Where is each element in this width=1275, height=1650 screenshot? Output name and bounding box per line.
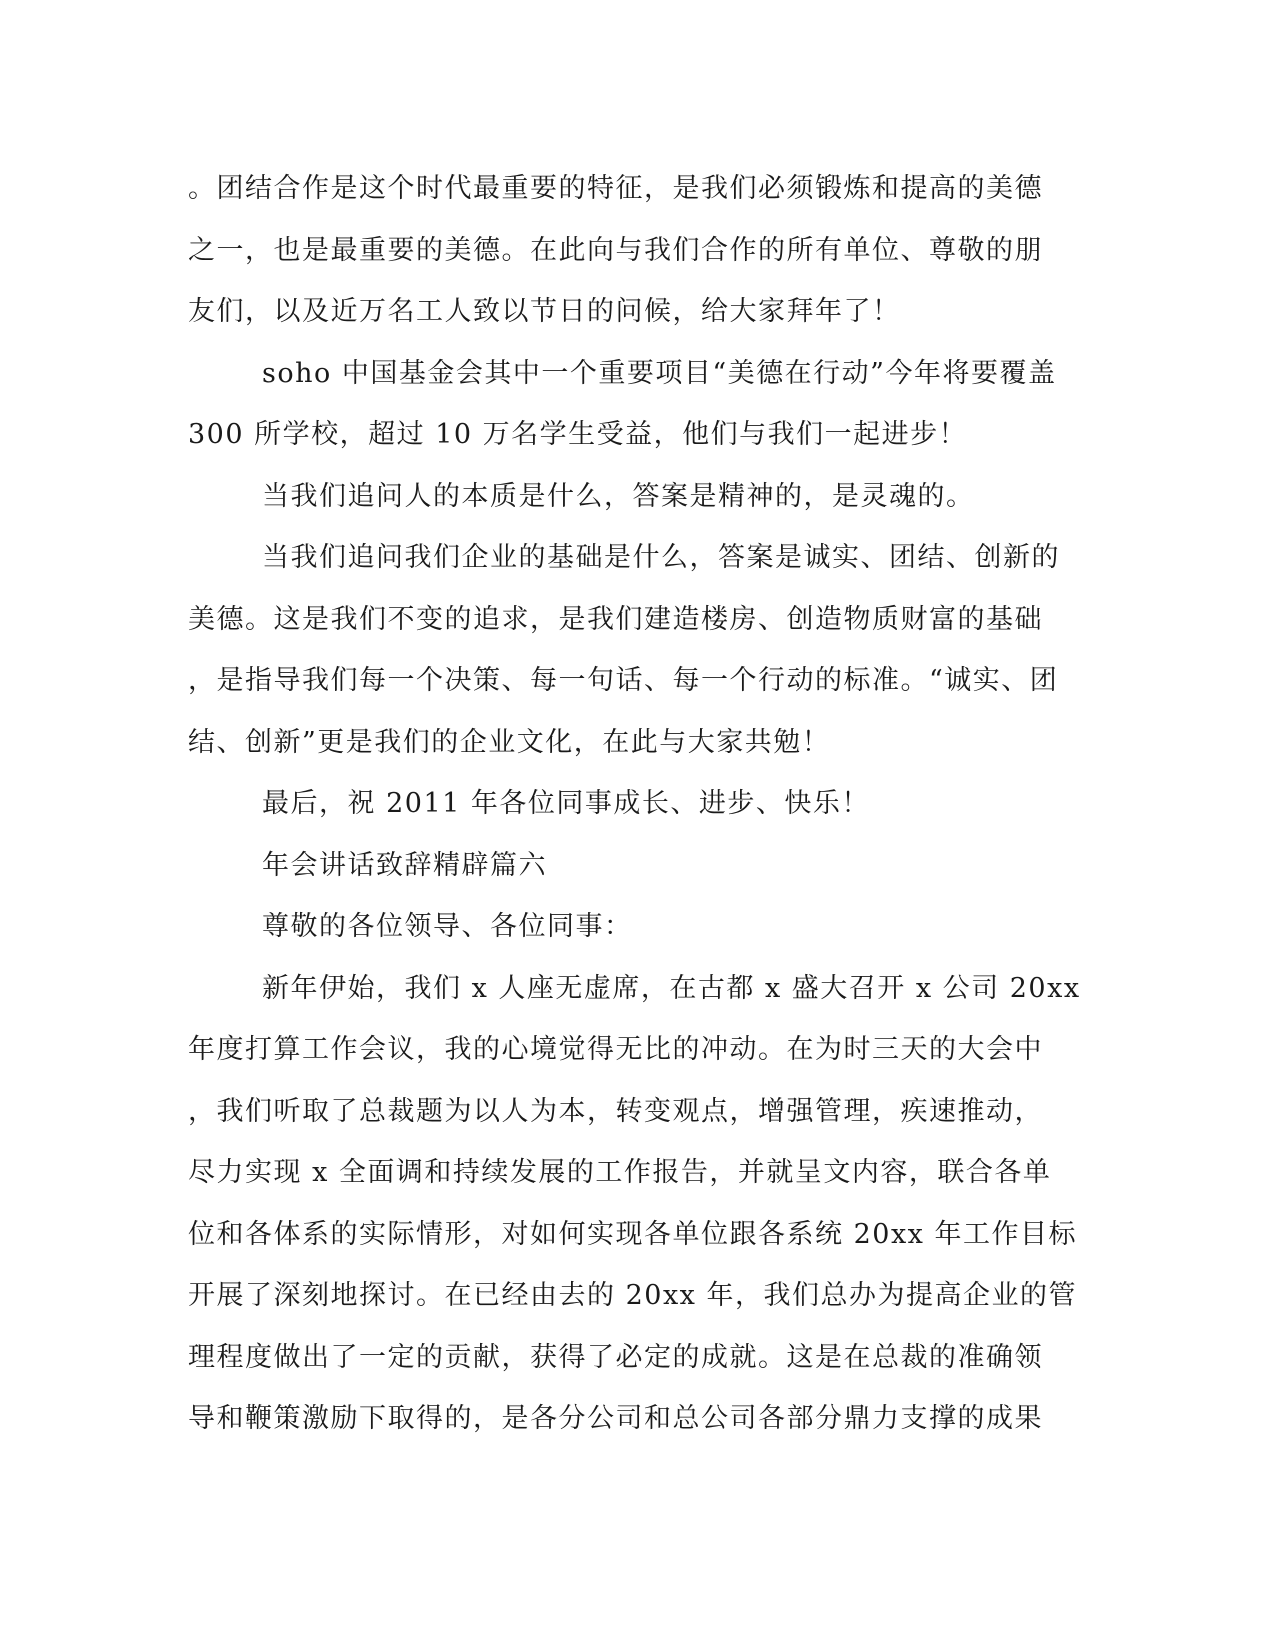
text-line: 导和鞭策激励下取得的，是各分公司和总公司各部分鼎力支撑的成果: [188, 1403, 1043, 1434]
text-line: soho 中国基金会其中一个重要项目“美德在行动”今年将要覆盖: [262, 357, 1057, 389]
text-line: 当我们追问我们企业的基础是什么，答案是诚实、团结、创新的: [262, 542, 1060, 573]
text-line: 结、创新”更是我们的企业文化，在此与大家共勉！: [188, 726, 831, 758]
text-line: ，我们听取了总裁题为以人为本，转变观点，增强管理，疾速推动，: [188, 1095, 1043, 1127]
salutation: 尊敬的各位领导、各位同事：: [262, 911, 633, 942]
text-line: 之一，也是最重要的美德。在此向与我们合作的所有单位、尊敬的朋: [188, 234, 1043, 266]
text-line: 300 所学校，超过 10 万名学生受益，他们与我们一起进步！: [188, 419, 968, 450]
body-text: [188, 158, 1088, 1450]
section-heading: 年会讲话致辞精辟篇六: [262, 849, 547, 881]
text-line: 当我们追问人的本质是什么，答案是精神的，是灵魂的。: [262, 480, 975, 512]
text-line: 位和各体系的实际情形，对如何实现各单位跟各系统 20xx 年工作目标: [188, 1218, 1077, 1250]
text-line: 年度打算工作会议，我的心境觉得无比的冲动。在为时三天的大会中: [188, 1034, 1043, 1065]
text-line: 友们，以及近万名工人致以节日的问候，给大家拜年了！: [188, 296, 901, 327]
text-line: 尽力实现 x 全面调和持续发展的工作报告，并就呈文内容，联合各单: [188, 1157, 1052, 1188]
text-line: 美德。这是我们不变的追求，是我们建造楼房、创造物质财富的基础: [188, 603, 1043, 635]
text-line: 新年伊始，我们 x 人座无虚席，在古都 x 盛大召开 x 公司 20xx: [262, 972, 1081, 1004]
text-line: 理程度做出了一定的贡献，获得了必定的成就。这是在总裁的准确领: [188, 1341, 1043, 1373]
text-line: 最后，祝 2011 年各位同事成长、进步、快乐！: [262, 788, 870, 819]
text-line: ，是指导我们每一个决策、每一句话、每一个行动的标准。“诚实、团: [188, 665, 1059, 696]
text-line: 。团结合作是这个时代最重要的特征，是我们必须锻炼和提高的美德: [188, 173, 1043, 204]
text-line: 开展了深刻地探讨。在已经由去的 20xx 年，我们总办为提高企业的管: [188, 1280, 1077, 1311]
